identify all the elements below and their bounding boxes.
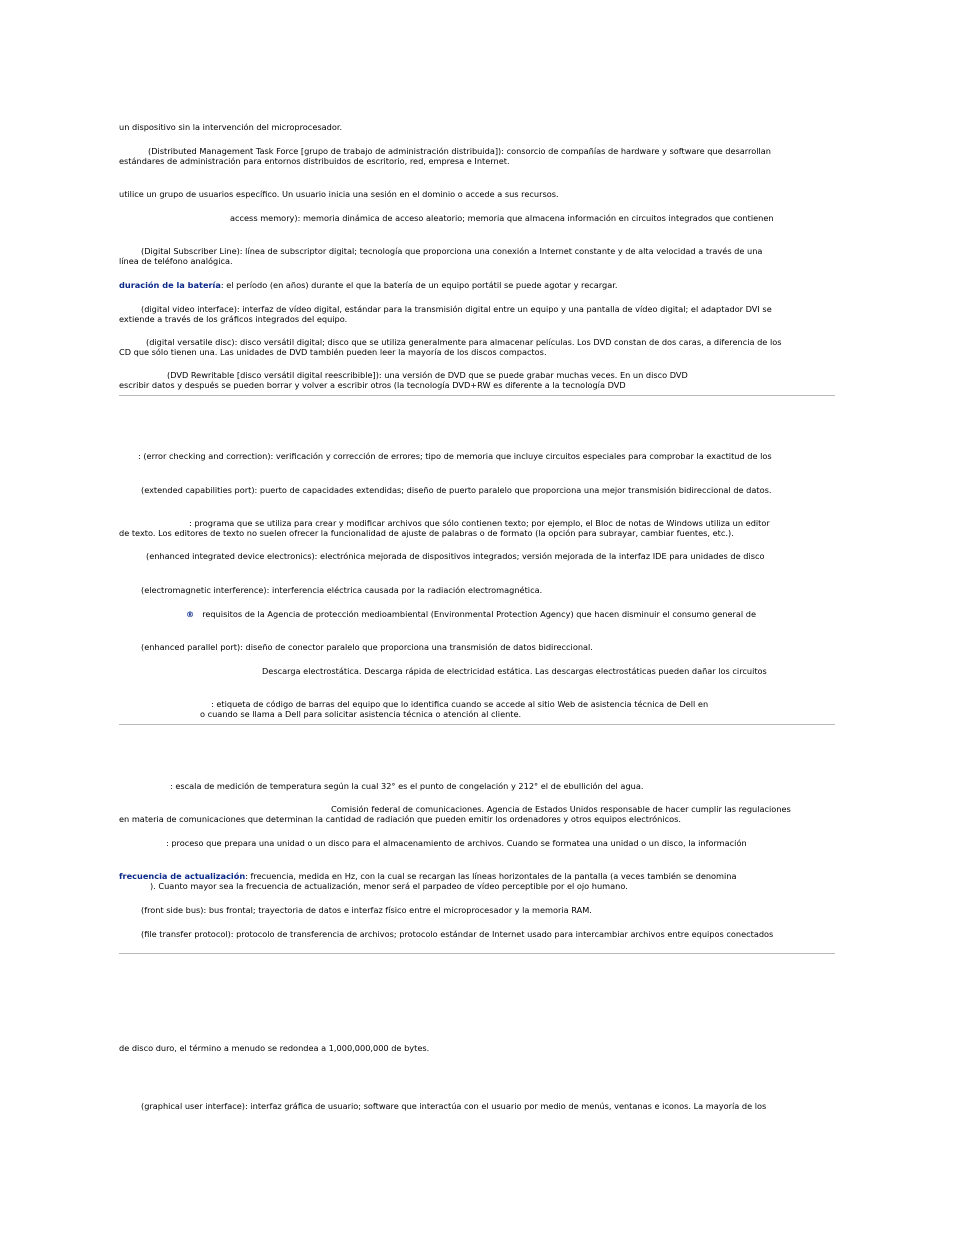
definition-dmtf: (Distributed Management Task Force [grupo de trabajo de administración distribuida]): consorcio de compañías de hardware y software que desarrollan: [148, 146, 771, 156]
term-link[interactable]: frecuencia de actualización: [119, 871, 246, 881]
definition-dvd: (digital versatile disc): disco versátil digital; disco que se utiliza generalmente para almacenar películas. Los DVD constan de dos caras, a diferencia de los: [146, 337, 782, 347]
definition-ecc: : (error checking and correction): verificación y corrección de errores; tipo de memoria que incluye circuitos especiales para comprobar la exactitud de los: [138, 451, 772, 461]
definition-text-editor: : programa que se utiliza para crear y modificar archivos que sólo contienen texto; por ejemplo, el Bloc de notas de Windows utiliza un editor: [189, 518, 770, 528]
registered-mark: ®: [186, 609, 195, 619]
definition-gui: (graphical user interface): interfaz gráfica de usuario; software que interactúa con el usuario por medio de menús, ventanas e iconos. La mayoría de los: [141, 1101, 767, 1111]
definition-fahrenheit: : escala de medición de temperatura según la cual 32° es el punto de congelación y 212° el de ebullición del agua.: [170, 781, 644, 791]
definition-text: : frecuencia, medida en Hz, con la cual se recargan las líneas horizontales de la pantalla (a veces también se denomina: [245, 871, 737, 881]
definition-domain: utilice un grupo de usuarios específico. Un usuario inicia una sesión en el dominio o accede a sus recursos.: [119, 189, 559, 199]
definition-emi: (electromagnetic interference): interferencia eléctrica causada por la radiación electromagnética.: [141, 585, 543, 595]
definition-esd: Descarga electrostática. Descarga rápida de electricidad estática. Las descargas electrostáticas pueden dañar los circuitos: [262, 666, 767, 676]
section-divider: [119, 953, 835, 954]
definition-line: estándares de administración para entornos distribuidos de escritorio, red, empresa e Internet.: [119, 156, 510, 166]
section-divider: [119, 395, 835, 396]
definition-line: un dispositivo sin la intervención del microprocesador.: [119, 122, 343, 132]
definition-refresh-rate: [119, 871, 737, 881]
section-divider: [119, 724, 835, 725]
definition-text: : el período (en años) durante el que la batería de un equipo portátil se puede agotar y recargar.: [220, 280, 618, 290]
term-link[interactable]: duración de la batería: [119, 280, 221, 290]
definition-dsl: (Digital Subscriber Line): línea de subscriptor digital; tecnología que proporciona una conexión a Internet constante y de alta velocidad a través de una: [141, 246, 763, 256]
definition-ftp: (file transfer protocol): protocolo de transferencia de archivos; protocolo estándar de Internet usado para intercambiar archivos entre equipos conectados: [141, 929, 774, 939]
definition-fcc: Comisión federal de comunicaciones. Agencia de Estados Unidos responsable de hacer cumplir las regulaciones: [331, 804, 791, 814]
definition-line: extiende a través de los gráficos integrados del equipo.: [119, 314, 348, 324]
definition-gb: de disco duro, el término a menudo se redondea a 1,000,000,000 de bytes.: [119, 1043, 430, 1053]
definition-line: en materia de comunicaciones que determinan la cantidad de radiación que pueden emitir los ordenadores y otros equipos electrónicos.: [119, 814, 682, 824]
definition-ecp: (extended capabilities port): puerto de capacidades extendidas; diseño de puerto paralelo que proporciona una mejor transmisión bidireccional de datos.: [141, 485, 772, 495]
definition-line: ). Cuanto mayor sea la frecuencia de actualización, menor será el parpadeo de vídeo perceptible por el ojo humano.: [150, 881, 628, 891]
definition-eide: (enhanced integrated device electronics): electrónica mejorada de dispositivos integrados; versión mejorada de la interfaz IDE para unidades de disco: [146, 551, 765, 561]
definition-line: o cuando se llama a Dell para solicitar asistencia técnica o atención al cliente.: [200, 709, 522, 719]
definition-service-tag: : etiqueta de código de barras del equipo que lo identifica cuando se accede al sitio Web de asistencia técnica de Dell en: [211, 699, 709, 709]
definition-energy-star: [186, 609, 756, 619]
definition-dvd-rw: (DVD Rewritable [disco versátil digital reescribible]): una versión de DVD que se puede grabar muchas veces. En un disco DVD: [167, 370, 688, 380]
definition-line: CD que sólo tienen una. Las unidades de DVD también pueden leer la mayoría de los discos compactos.: [119, 347, 547, 357]
definition-line: de texto. Los editores de texto no suelen ofrecer la funcionalidad de ajuste de palabras o de formato (la opción para subrayar, cambiar fuentes, etc.).: [119, 528, 734, 538]
definition-line: escribir datos y después se pueden borrar y volver a escribir otros (la tecnología DVD+RW es diferente a la tecnología DVD: [119, 380, 626, 390]
definition-dram: access memory): memoria dinámica de acceso aleatorio; memoria que almacena información en circuitos integrados que contienen: [230, 213, 774, 223]
definition-line: línea de teléfono analógica.: [119, 256, 233, 266]
definition-epp: (enhanced parallel port): diseño de conector paralelo que proporciona una transmisión de datos bidireccional.: [141, 642, 593, 652]
definition-format: : proceso que prepara una unidad o un disco para el almacenamiento de archivos. Cuando se formatea una unidad o un disco, la información: [166, 838, 747, 848]
definition-battery-life: [119, 280, 617, 290]
definition-text: requisitos de la Agencia de protección medioambiental (Environmental Protection Agency) que hacen disminuir el consumo general de: [202, 609, 757, 619]
definition-dvi: (digital video interface): interfaz de vídeo digital, estándar para la transmisión digital entre un equipo y una pantalla de vídeo digital; el adaptador DVI se: [141, 304, 772, 314]
definition-fsb: (front side bus): bus frontal; trayectoria de datos e interfaz físico entre el microprocesador y la memoria RAM.: [141, 905, 592, 915]
